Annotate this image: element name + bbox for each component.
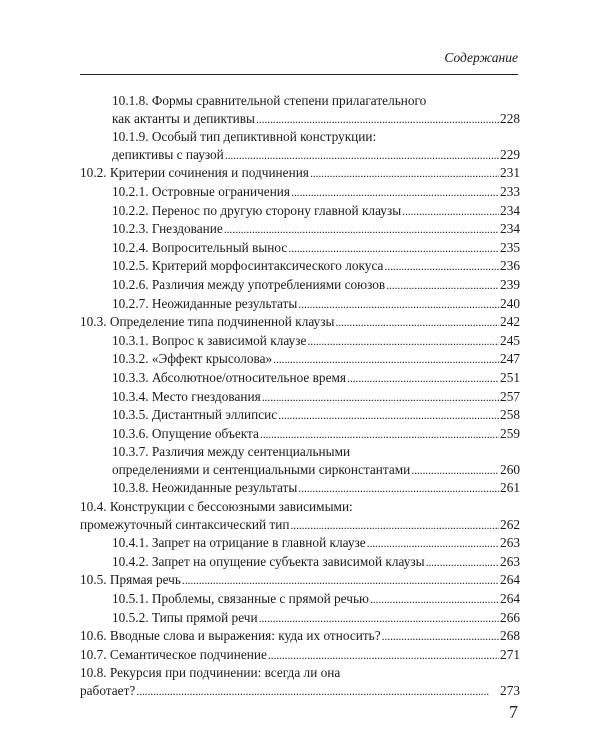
dot-leader [347, 369, 499, 388]
toc-entry-title-line: 10.7. Семантическое подчинение [80, 646, 267, 662]
toc-entry-title-line: 10.3.2. «Эффект крысолова» [112, 351, 273, 367]
toc-entry-page: 266 [500, 609, 520, 625]
toc-entry-title-line: промежуточный синтаксический тип [80, 516, 290, 532]
toc-entry-title-line: 10.2.7. Неожиданные результаты [112, 295, 298, 311]
toc-entry-page: 228 [500, 110, 520, 126]
toc-entry-row [112, 239, 520, 258]
dot-leader [273, 350, 499, 369]
toc-entry-title-line: работает? [80, 683, 136, 698]
toc-entry-title-line: 10.6. Вводные слова и выражения: куда их относить? [80, 628, 381, 644]
toc-entry-page: 229 [500, 146, 520, 162]
toc-entry-title-line: 10.3.1. Вопрос к зависимой клаузе [112, 332, 307, 348]
dot-leader [411, 461, 499, 480]
dot-leader [307, 332, 499, 351]
toc-entry [80, 553, 520, 572]
toc-entry-page: 239 [500, 276, 520, 292]
toc-entry-row [112, 369, 520, 388]
dot-leader [382, 627, 499, 646]
toc-entry [80, 239, 520, 258]
toc-entry-page: 245 [500, 332, 520, 348]
toc-entry-title-line: 10.1.8. Формы сравнительной степени прилагательного [112, 93, 427, 108]
toc-entry-row [112, 350, 520, 369]
toc-entry-title-line: как актанты и депиктивы [112, 110, 255, 126]
toc-entry-page: 258 [500, 407, 520, 423]
dot-leader [290, 516, 499, 535]
toc-entry-page: 268 [500, 628, 520, 644]
toc-entry-row [112, 553, 520, 572]
toc-entry-page: 247 [500, 351, 520, 367]
toc-entry-page: 234 [500, 202, 520, 218]
toc-entry [80, 92, 520, 128]
toc-entry [80, 257, 520, 276]
toc-entry [80, 571, 520, 590]
toc-entry-row [112, 202, 520, 221]
toc-entry-title-line: 10.2.6. Различия между употреблениями союзов [112, 276, 386, 292]
toc-entry-title-line: 10.5.1. Проблемы, связанные с прямой речью [112, 591, 369, 607]
toc-entry-title-line: 10.4.1. Запрет на отрицание в главной клаузе [112, 535, 366, 551]
toc-entry-row [112, 295, 520, 314]
toc-entry-title-line: 10.3.7. Различия между сентенциальными [112, 444, 351, 460]
dot-leader [370, 590, 499, 609]
toc-entry-page: 263 [500, 553, 520, 569]
toc-entry-page: 257 [500, 388, 520, 404]
toc-entry [80, 425, 520, 444]
dot-leader [288, 239, 499, 258]
toc-entry-page: 271 [500, 646, 520, 662]
toc-entry-row [112, 220, 520, 239]
dot-leader [298, 479, 499, 498]
toc-entry [80, 164, 520, 183]
toc-entry-title-line: 10.2.1. Островные ограничения [112, 183, 291, 199]
toc-entry-row [112, 257, 520, 276]
toc-entry-row [80, 571, 520, 590]
toc-entry-page: 264 [500, 572, 520, 588]
toc-entry [80, 332, 520, 351]
toc-entry [80, 443, 520, 479]
dot-leader [182, 571, 499, 590]
toc-entry-page: 261 [500, 480, 520, 496]
dot-leader [268, 646, 499, 665]
toc-entry-row [80, 313, 520, 332]
toc-entry-title-line: 10.3.3. Абсолютное/относительное время [112, 369, 347, 385]
toc-entry [80, 627, 520, 646]
toc-entry-page: 260 [500, 461, 520, 477]
toc-entry-page: 231 [500, 165, 520, 181]
toc-entry [80, 534, 520, 553]
toc-entry-row [112, 590, 520, 609]
dot-leader [224, 220, 499, 239]
dot-leader [260, 425, 499, 444]
toc-entry-row [112, 110, 520, 129]
header-rule [80, 74, 518, 75]
toc-entry [80, 295, 520, 314]
toc-entry-row [112, 388, 520, 407]
toc-entry [80, 590, 520, 609]
dot-leader [386, 276, 499, 295]
toc-entry-title-line: 10.5.2. Типы прямой речи [112, 609, 258, 625]
table-of-contents [80, 92, 520, 701]
toc-entry [80, 664, 520, 700]
toc-entry-row [112, 332, 520, 351]
toc-entry-page: 273 [500, 683, 520, 698]
toc-entry-row [80, 646, 520, 665]
toc-entry [80, 369, 520, 388]
toc-entry-title-line: 10.4.2. Запрет на опущение субъекта зависимой клаузы [112, 553, 425, 569]
toc-entry-title-line: 10.3. Определение типа подчиненной клаузы [80, 314, 335, 330]
toc-entry-page: 240 [500, 295, 520, 311]
toc-entry [80, 220, 520, 239]
toc-entry-row [112, 183, 520, 202]
toc-entry-title-line: 10.2.3. Гнездование [112, 221, 223, 237]
dot-leader [256, 110, 499, 129]
dot-leader [262, 388, 499, 407]
toc-entry-page: 264 [500, 591, 520, 607]
toc-entry-row [80, 627, 520, 646]
toc-entry [80, 202, 520, 221]
toc-entry-row [80, 164, 520, 183]
toc-entry-row [112, 146, 520, 165]
dot-leader [259, 609, 499, 628]
dot-leader [335, 313, 499, 332]
toc-entry-page: 242 [500, 314, 520, 330]
toc-entry-title-line: 10.2. Критерии сочинения и подчинения [80, 165, 309, 181]
dot-leader [310, 164, 499, 183]
dot-leader [136, 682, 499, 701]
dot-leader [225, 146, 499, 165]
toc-entry-title-line: 10.2.4. Вопросительный вынос [112, 239, 288, 255]
toc-entry-title-line: 10.3.6. Опущение объекта [112, 425, 259, 441]
toc-entry-title-line: депиктивы с паузой [112, 146, 224, 162]
toc-entry [80, 406, 520, 425]
toc-entry-row [112, 276, 520, 295]
dot-leader [278, 406, 499, 425]
toc-entry-page: 262 [500, 516, 520, 532]
toc-entry [80, 276, 520, 295]
toc-entry-page: 236 [500, 258, 520, 274]
dot-leader [384, 257, 499, 276]
toc-entry-page: 251 [500, 369, 520, 385]
running-header: Содержание [444, 50, 518, 65]
toc-entry [80, 646, 520, 665]
toc-entry [80, 479, 520, 498]
dot-leader [291, 183, 499, 202]
toc-entry [80, 498, 520, 534]
toc-entry-page: 233 [500, 183, 520, 199]
toc-entry [80, 609, 520, 628]
toc-entry-row [80, 516, 520, 535]
toc-entry-page: 234 [500, 221, 520, 237]
toc-entry [80, 350, 520, 369]
toc-entry-page: 263 [500, 535, 520, 551]
toc-entry-row [112, 534, 520, 553]
dot-leader [426, 553, 499, 572]
toc-entry-title-line: 10.1.9. Особый тип депиктивной конструкции: [112, 129, 377, 145]
dot-leader [402, 202, 499, 221]
dot-leader [298, 295, 499, 314]
toc-entry-title-line: 10.8. Рекурсия при подчинении: всегда ли она [80, 665, 341, 681]
toc-entry-row [112, 461, 520, 480]
toc-entry-page: 259 [500, 425, 520, 441]
page-number: 7 [509, 702, 518, 722]
toc-entry-title-line: 10.3.5. Дистантный эллипсис [112, 407, 278, 423]
toc-entry-title-line: 10.2.5. Критерий морфосинтаксического локуса [112, 258, 384, 274]
toc-entry-title-line: 10.5. Прямая речь [80, 572, 181, 588]
toc-entry-title-line: 10.4. Конструкции с бессоюзными зависимыми: [80, 499, 353, 515]
toc-entry-page: 235 [500, 239, 520, 255]
toc-entry-row [112, 406, 520, 425]
toc-entry-row [112, 479, 520, 498]
toc-entry [80, 183, 520, 202]
toc-entry [80, 128, 520, 164]
toc-entry-title-line: определениями и сентенциальными сирконстантами [112, 461, 411, 477]
toc-entry-row [80, 682, 520, 701]
toc-entry [80, 313, 520, 332]
toc-entry-title-line: 10.3.4. Место гнездования [112, 388, 261, 404]
toc-entry-row [112, 609, 520, 628]
toc-entry-row [112, 425, 520, 444]
toc-entry [80, 388, 520, 407]
toc-entry-title-line: 10.3.8. Неожиданные результаты [112, 480, 298, 496]
dot-leader [367, 534, 499, 553]
toc-entry-title-line: 10.2.2. Перенос по другую сторону главной клаузы [112, 202, 402, 218]
